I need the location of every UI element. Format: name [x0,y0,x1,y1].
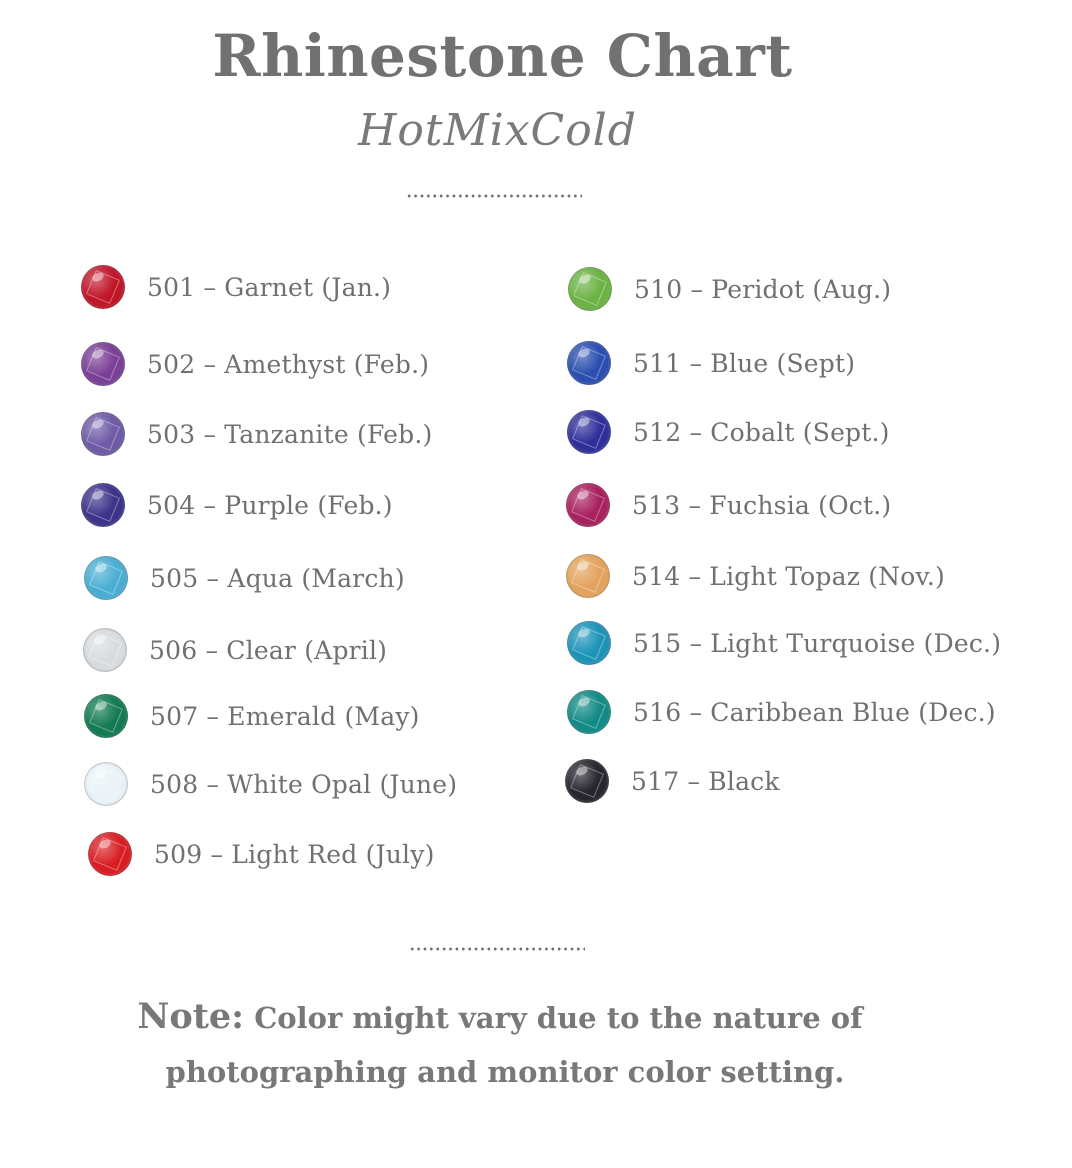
right-stone-item [568,266,891,312]
stone-label: 503 – Tanzanite (Feb.) [147,419,433,449]
light-turquoise-gem-icon [567,621,611,665]
stone-label: 505 – Aqua (March) [150,563,405,593]
peridot-gem-icon [568,267,612,311]
left-stone-item [83,627,387,673]
blue-gem-icon [567,341,611,385]
right-stone-item [567,689,996,735]
tanzanite-gem-icon [81,412,125,456]
left-stone-item [81,341,429,387]
black-gem-icon [565,759,609,803]
note-text-1: Color might vary due to the nature of [254,1001,863,1035]
note-line-1 [0,996,1000,1037]
dotted-divider-bottom [409,947,585,951]
right-stone-item [566,553,945,599]
stone-label: 509 – Light Red (July) [154,839,435,869]
stone-label: 514 – Light Topaz (Nov.) [632,561,945,591]
left-stone-item [84,693,420,739]
left-stone-item [81,411,432,457]
aqua-gem-icon [84,556,128,600]
stone-label: 506 – Clear (April) [149,635,388,665]
garnet-gem-icon [81,265,125,309]
clear-gem-icon [83,628,127,672]
stone-label: 508 – White Opal (June) [150,769,458,799]
right-stone-item [565,758,780,804]
stone-label: 507 – Emerald (May) [150,701,420,731]
caribbean-blue-gem-icon [567,690,611,734]
left-stone-item [88,831,435,877]
left-stone-item [81,264,391,310]
left-stone-item [84,555,405,601]
fuchsia-gem-icon [566,483,610,527]
stone-label: 513 – Fuchsia (Oct.) [632,490,892,520]
light-topaz-gem-icon [566,554,610,598]
stone-label: 517 – Black [631,766,780,796]
light-red-gem-icon [88,832,132,876]
stone-label: 501 – Garnet (Jan.) [147,272,392,302]
stone-label: 502 – Amethyst (Feb.) [147,349,430,379]
white-opal-gem-icon [84,762,128,806]
stone-label: 515 – Light Turquoise (Dec.) [633,628,1002,658]
cobalt-gem-icon [567,410,611,454]
right-stone-item [567,409,890,455]
right-stone-item [567,340,855,386]
left-stone-item [81,482,393,528]
emerald-gem-icon [84,694,128,738]
stone-label: 510 – Peridot (Aug.) [634,274,892,304]
stone-label: 511 – Blue (Sept) [633,348,856,378]
dotted-divider-top [406,194,582,198]
page-title: Rhinestone Chart [212,22,793,90]
note-line-2: photographing and monitor color setting. [165,1055,845,1089]
amethyst-gem-icon [81,342,125,386]
left-stone-item [84,761,457,807]
stone-label: 512 – Cobalt (Sept.) [633,417,890,447]
note-heading: Note: [137,996,245,1037]
right-stone-item [567,620,1001,666]
stone-label: 504 – Purple (Feb.) [147,490,393,520]
purple-gem-icon [81,483,125,527]
brand-logo: HotMixCold [358,105,637,156]
stone-label: 516 – Caribbean Blue (Dec.) [633,697,996,727]
right-stone-item [566,482,891,528]
